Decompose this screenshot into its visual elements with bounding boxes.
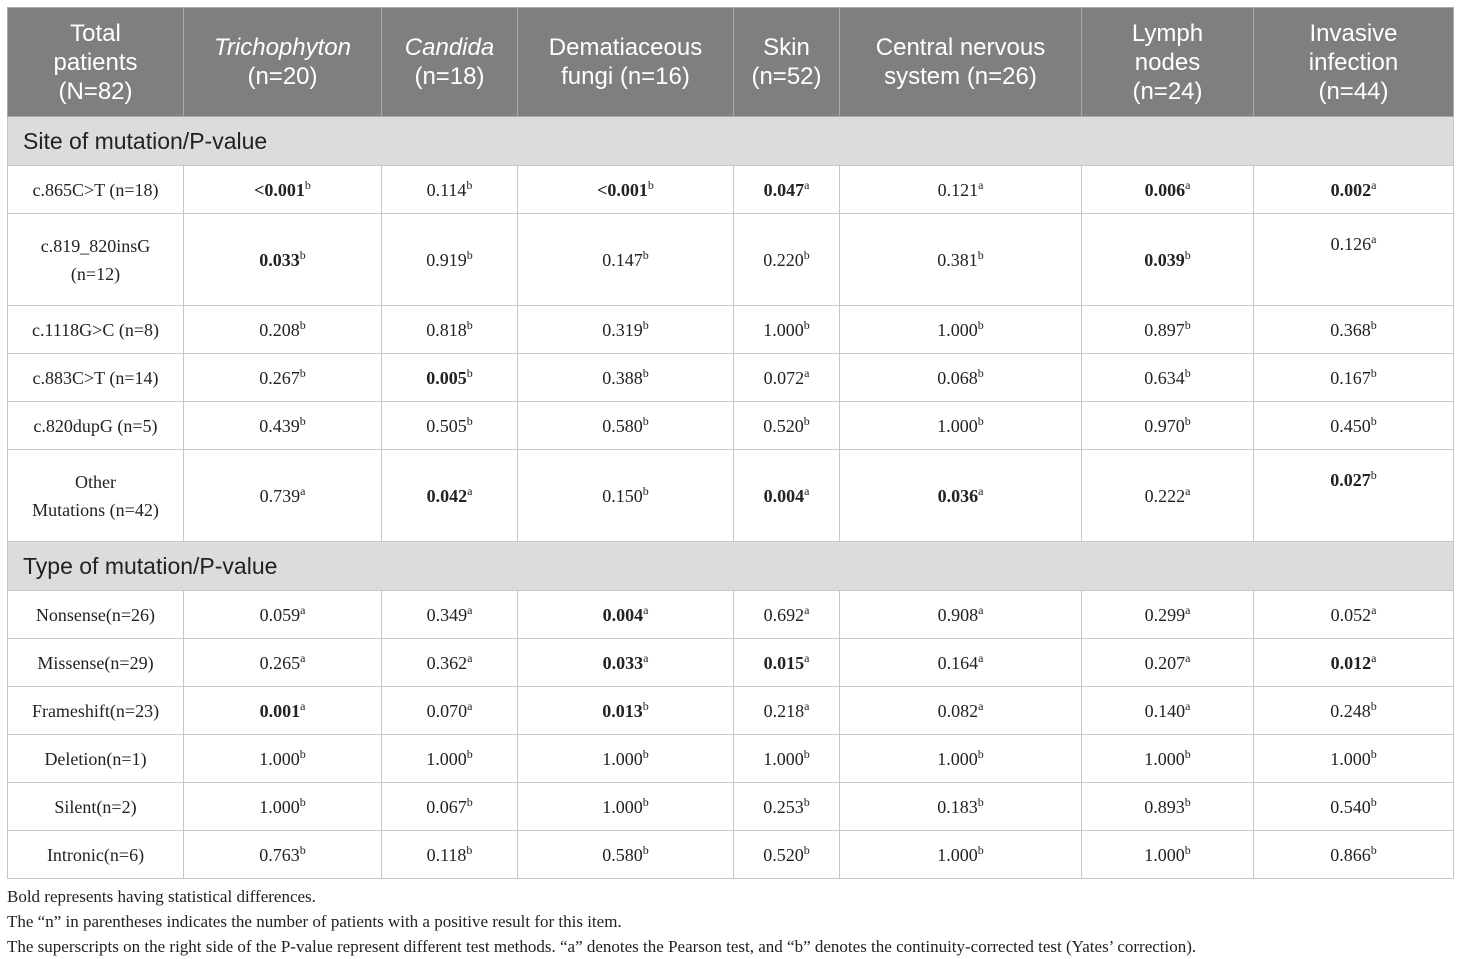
p-value: 0.006	[1144, 179, 1186, 200]
p-value-cell	[382, 831, 518, 879]
table-row	[8, 591, 1454, 639]
test-method-superscript: a	[467, 602, 473, 617]
p-value-cell	[382, 450, 518, 542]
p-value-cell	[734, 354, 840, 402]
table-row	[8, 306, 1454, 354]
header-trichophyton: Trichophyton (n=20)	[184, 8, 382, 117]
test-method-superscript: b	[299, 842, 306, 857]
p-value: 1.000	[602, 796, 643, 817]
test-method-superscript: b	[466, 413, 473, 428]
p-value: 0.001	[259, 700, 301, 721]
p-value: 0.253	[763, 796, 804, 817]
row-label: Frameshift(n=23)	[8, 687, 184, 735]
p-value-cell	[1254, 639, 1454, 687]
p-value-cell	[382, 214, 518, 306]
p-value: 0.033	[259, 249, 300, 270]
row-label: c.865C>T (n=18)	[8, 166, 184, 214]
p-value-cell	[840, 214, 1082, 306]
p-value: 0.763	[259, 844, 300, 865]
row-label: Intronic(n=6)	[8, 831, 184, 879]
p-value: 0.580	[602, 844, 643, 865]
p-value-cell	[1254, 214, 1454, 306]
p-value: 0.047	[763, 179, 805, 200]
p-value-cell	[734, 450, 840, 542]
section-header-row	[8, 542, 1454, 591]
header-dematiaceous-fungi: Dematiaceous fungi (n=16)	[518, 8, 734, 117]
test-method-superscript: b	[803, 746, 810, 761]
p-value-cell	[1082, 306, 1254, 354]
test-method-superscript: a	[1371, 602, 1377, 617]
test-method-superscript: a	[1185, 602, 1191, 617]
p-value-cell	[1082, 639, 1254, 687]
p-value-cell	[518, 306, 734, 354]
test-method-superscript: b	[803, 247, 810, 262]
p-value: 0.893	[1144, 796, 1185, 817]
header-skin: Skin (n=52)	[734, 8, 840, 117]
test-method-superscript: b	[803, 842, 810, 857]
test-method-superscript: b	[977, 413, 984, 428]
p-value-cell	[840, 639, 1082, 687]
test-method-superscript: b	[642, 794, 649, 809]
test-method-superscript: a	[804, 483, 810, 498]
footnote: The “n” in parentheses indicates the number of patients with a positive result for this item.	[7, 912, 622, 931]
table-row	[8, 354, 1454, 402]
p-value: 0.052	[1330, 604, 1372, 625]
p-value: 0.207	[1144, 652, 1186, 673]
p-value: 1.000	[259, 796, 300, 817]
p-value: 0.299	[1144, 604, 1186, 625]
p-value-cell	[734, 306, 840, 354]
p-value-cell	[840, 591, 1082, 639]
footnote: The superscripts on the right side of the P-value represent different test methods. “a” denotes the Pearson test, and “b” denotes the continuity-corrected test (Yates’ correction).	[7, 937, 1197, 956]
p-value: 0.068	[937, 367, 978, 388]
p-value: 0.520	[763, 844, 804, 865]
p-value-cell	[382, 687, 518, 735]
test-method-superscript: a	[467, 650, 473, 665]
p-value: 1.000	[937, 844, 978, 865]
test-method-superscript: b	[1184, 247, 1191, 262]
test-method-superscript: b	[466, 842, 473, 857]
test-method-superscript: b	[1184, 842, 1191, 857]
test-method-superscript: a	[804, 177, 810, 192]
test-method-superscript: b	[299, 317, 306, 332]
p-value: 0.818	[426, 319, 467, 340]
p-value-cell	[1254, 735, 1454, 783]
p-value: 0.167	[1330, 367, 1371, 388]
row-label: Nonsense(n=26)	[8, 591, 184, 639]
p-value-cell	[184, 402, 382, 450]
p-value-cell	[382, 783, 518, 831]
p-value: 0.439	[259, 415, 300, 436]
p-value: 0.027	[1330, 470, 1371, 490]
p-value: 0.121	[937, 179, 979, 200]
p-value-cell	[1082, 735, 1254, 783]
p-value: 0.147	[602, 249, 643, 270]
test-method-superscript: b	[1370, 317, 1377, 332]
p-value: 0.042	[426, 485, 468, 506]
p-value-cell	[1082, 402, 1254, 450]
p-value: 0.520	[763, 415, 804, 436]
test-method-superscript: b	[1184, 365, 1191, 380]
test-method-superscript: b	[1184, 317, 1191, 332]
test-method-superscript: a	[300, 650, 306, 665]
test-method-superscript: b	[1370, 468, 1377, 482]
p-value: 0.140	[1144, 700, 1186, 721]
test-method-superscript: a	[1371, 650, 1377, 665]
p-value-cell	[1082, 591, 1254, 639]
p-value: 0.150	[602, 485, 643, 506]
test-method-superscript: b	[803, 413, 810, 428]
p-value: <0.001	[254, 179, 305, 200]
test-method-superscript: b	[299, 365, 306, 380]
test-method-superscript: a	[300, 698, 306, 713]
p-value-cell	[518, 831, 734, 879]
test-method-superscript: a	[978, 483, 984, 498]
p-value-cell	[382, 306, 518, 354]
test-method-superscript: b	[1184, 794, 1191, 809]
table-row	[8, 687, 1454, 735]
test-method-superscript: b	[1370, 413, 1377, 428]
p-value: 1.000	[259, 748, 300, 769]
p-value-cell	[840, 831, 1082, 879]
p-value-cell	[518, 450, 734, 542]
p-value: 1.000	[1144, 844, 1185, 865]
test-method-superscript: b	[977, 365, 984, 380]
test-method-superscript: b	[642, 698, 649, 713]
p-value-cell	[184, 166, 382, 214]
test-method-superscript: b	[304, 177, 311, 192]
p-value: 0.033	[602, 652, 644, 673]
p-value: 0.012	[1330, 652, 1372, 673]
p-value-cell	[734, 735, 840, 783]
p-value-cell	[382, 591, 518, 639]
p-value-cell	[1254, 354, 1454, 402]
p-value: 0.059	[259, 604, 301, 625]
test-method-superscript: a	[978, 602, 984, 617]
test-method-superscript: a	[1185, 650, 1191, 665]
test-method-superscript: a	[300, 483, 306, 498]
test-method-superscript: b	[466, 317, 473, 332]
footnote: Bold represents having statistical differences.	[7, 887, 316, 906]
p-value: 0.002	[1330, 179, 1372, 200]
p-value: 0.004	[602, 604, 644, 625]
p-value: 0.265	[259, 652, 301, 673]
test-method-superscript: b	[647, 177, 654, 192]
p-value: 1.000	[426, 748, 467, 769]
p-value-cell	[1254, 166, 1454, 214]
p-value-cell	[840, 450, 1082, 542]
p-value-cell	[1082, 450, 1254, 542]
p-value: 0.692	[763, 604, 805, 625]
p-value: 0.013	[602, 700, 643, 721]
p-value: 0.067	[426, 796, 467, 817]
p-value: 0.208	[259, 319, 300, 340]
test-method-superscript: a	[1185, 698, 1191, 713]
p-value-cell	[734, 831, 840, 879]
p-value: 0.739	[259, 485, 301, 506]
test-method-superscript: b	[977, 746, 984, 761]
row-label: c.820dupG (n=5)	[8, 402, 184, 450]
p-value: 0.126	[1330, 234, 1372, 254]
p-value: 0.164	[937, 652, 979, 673]
test-method-superscript: b	[977, 842, 984, 857]
p-value: 0.319	[602, 319, 643, 340]
table-row	[8, 783, 1454, 831]
p-value: 0.362	[426, 652, 468, 673]
p-value: 0.267	[259, 367, 300, 388]
test-method-superscript: b	[1184, 413, 1191, 428]
test-method-superscript: b	[642, 317, 649, 332]
test-method-superscript: b	[642, 746, 649, 761]
test-method-superscript: b	[299, 794, 306, 809]
results-table	[7, 7, 1454, 879]
header-candida: Candida (n=18)	[382, 8, 518, 117]
p-value: 1.000	[937, 415, 978, 436]
p-value: 0.082	[937, 700, 979, 721]
p-value-cell	[184, 306, 382, 354]
table-row	[8, 735, 1454, 783]
p-value-cell	[734, 214, 840, 306]
test-method-superscript: b	[642, 413, 649, 428]
row-label: Silent(n=2)	[8, 783, 184, 831]
p-value-cell	[184, 450, 382, 542]
table-row	[8, 214, 1454, 306]
p-value-cell	[840, 166, 1082, 214]
table-row	[8, 831, 1454, 879]
section-title: Site of mutation/P-value	[8, 117, 1454, 166]
p-value-cell	[840, 783, 1082, 831]
test-method-superscript: b	[299, 247, 306, 262]
p-value: 0.866	[1330, 844, 1371, 865]
p-value: 0.005	[426, 367, 467, 388]
p-value: 0.908	[937, 604, 979, 625]
test-method-superscript: b	[299, 413, 306, 428]
p-value-cell	[518, 687, 734, 735]
p-value-cell	[734, 639, 840, 687]
test-method-superscript: a	[1185, 177, 1191, 192]
p-value: 0.381	[937, 249, 978, 270]
p-value-cell	[1082, 214, 1254, 306]
test-method-superscript: b	[803, 317, 810, 332]
p-value-cell	[518, 735, 734, 783]
test-method-superscript: a	[300, 602, 306, 617]
p-value: <0.001	[597, 179, 648, 200]
test-method-superscript: b	[1370, 794, 1377, 809]
p-value: 1.000	[937, 319, 978, 340]
p-value: 0.248	[1330, 700, 1371, 721]
test-method-superscript: b	[466, 746, 473, 761]
p-value-cell	[518, 166, 734, 214]
p-value-cell	[734, 402, 840, 450]
p-value-cell	[184, 214, 382, 306]
p-value-cell	[518, 783, 734, 831]
p-value-cell	[382, 166, 518, 214]
p-value-cell	[1254, 591, 1454, 639]
p-value: 1.000	[602, 748, 643, 769]
test-method-superscript: a	[804, 698, 810, 713]
p-value: 0.919	[426, 249, 467, 270]
p-value: 1.000	[763, 748, 804, 769]
p-value-cell	[734, 687, 840, 735]
p-value: 1.000	[937, 748, 978, 769]
test-method-superscript: b	[1370, 842, 1377, 857]
p-value-cell	[1254, 687, 1454, 735]
row-label: c.819_820insG (n=12)	[8, 214, 184, 306]
p-value: 0.114	[426, 179, 467, 200]
section-header-row	[8, 117, 1454, 166]
p-value: 0.222	[1144, 485, 1186, 506]
test-method-superscript: b	[1184, 746, 1191, 761]
p-value-cell	[184, 591, 382, 639]
header-total-patients: Total patients (N=82)	[8, 8, 184, 117]
test-method-superscript: b	[466, 177, 473, 192]
p-value-cell	[184, 639, 382, 687]
table-row	[8, 450, 1454, 542]
test-method-superscript: b	[1370, 698, 1377, 713]
p-value: 0.036	[937, 485, 979, 506]
p-value-cell	[1254, 450, 1454, 542]
footnotes	[7, 884, 1453, 959]
test-method-superscript: a	[1185, 483, 1191, 498]
table-row	[8, 639, 1454, 687]
test-method-superscript: b	[642, 483, 649, 498]
test-method-superscript: b	[642, 247, 649, 262]
p-value: 0.634	[1144, 367, 1185, 388]
p-value-cell	[518, 354, 734, 402]
test-method-superscript: b	[466, 365, 473, 380]
p-value: 0.970	[1144, 415, 1185, 436]
test-method-superscript: b	[466, 794, 473, 809]
p-value: 1.000	[1144, 748, 1185, 769]
row-label: Other Mutations (n=42)	[8, 450, 184, 542]
p-value-cell	[382, 639, 518, 687]
test-method-superscript: a	[1371, 232, 1377, 246]
p-value: 1.000	[1330, 748, 1371, 769]
p-value: 1.000	[763, 319, 804, 340]
section-title: Type of mutation/P-value	[8, 542, 1454, 591]
test-method-superscript: a	[467, 483, 473, 498]
p-value: 0.070	[426, 700, 468, 721]
p-value-cell	[840, 687, 1082, 735]
p-value-cell	[1082, 687, 1254, 735]
p-value: 0.039	[1144, 249, 1185, 270]
test-method-superscript: b	[642, 842, 649, 857]
p-value-cell	[840, 354, 1082, 402]
header-central-nervous-system: Central nervous system (n=26)	[840, 8, 1082, 117]
test-method-superscript: a	[978, 698, 984, 713]
p-value: 0.897	[1144, 319, 1185, 340]
p-value-cell	[1082, 783, 1254, 831]
p-value-cell	[1254, 783, 1454, 831]
test-method-superscript: b	[977, 317, 984, 332]
p-value-cell	[1082, 166, 1254, 214]
p-value: 0.004	[763, 485, 805, 506]
test-method-superscript: a	[643, 650, 649, 665]
test-method-superscript: a	[643, 602, 649, 617]
p-value: 0.015	[763, 652, 805, 673]
p-value-cell	[184, 735, 382, 783]
p-value: 0.349	[426, 604, 468, 625]
header-lymph-nodes: Lymph nodes (n=24)	[1082, 8, 1254, 117]
p-value-cell	[184, 783, 382, 831]
p-value-cell	[382, 354, 518, 402]
p-value-cell	[184, 354, 382, 402]
test-method-superscript: a	[804, 650, 810, 665]
test-method-superscript: a	[1371, 177, 1377, 192]
test-method-superscript: a	[978, 650, 984, 665]
test-method-superscript: a	[804, 365, 810, 380]
p-value-cell	[518, 402, 734, 450]
test-method-superscript: a	[467, 698, 473, 713]
test-method-superscript: b	[803, 794, 810, 809]
table-body	[8, 117, 1454, 879]
test-method-superscript: b	[1370, 365, 1377, 380]
test-method-superscript: b	[299, 746, 306, 761]
p-value: 0.505	[426, 415, 467, 436]
table-row	[8, 166, 1454, 214]
p-value: 0.183	[937, 796, 978, 817]
row-label: Missense(n=29)	[8, 639, 184, 687]
p-value-cell	[1254, 402, 1454, 450]
test-method-superscript: a	[804, 602, 810, 617]
test-method-superscript: b	[642, 365, 649, 380]
row-label: c.883C>T (n=14)	[8, 354, 184, 402]
test-method-superscript: a	[978, 177, 984, 192]
p-value: 0.580	[602, 415, 643, 436]
p-value-cell	[734, 783, 840, 831]
p-value-cell	[518, 591, 734, 639]
p-value-cell	[1082, 831, 1254, 879]
p-value-cell	[840, 306, 1082, 354]
row-label: Deletion(n=1)	[8, 735, 184, 783]
p-value-cell	[840, 735, 1082, 783]
p-value-cell	[382, 735, 518, 783]
p-value: 0.368	[1330, 319, 1371, 340]
p-value-cell	[518, 214, 734, 306]
p-value: 0.388	[602, 367, 643, 388]
table-container	[7, 7, 1453, 959]
p-value: 0.072	[763, 367, 805, 388]
p-value-cell	[1082, 354, 1254, 402]
p-value-cell	[382, 402, 518, 450]
p-value-cell	[184, 831, 382, 879]
test-method-superscript: b	[977, 247, 984, 262]
p-value-cell	[184, 687, 382, 735]
p-value-cell	[734, 591, 840, 639]
p-value: 0.218	[763, 700, 805, 721]
table-row	[8, 402, 1454, 450]
p-value-cell	[1254, 306, 1454, 354]
p-value: 0.540	[1330, 796, 1371, 817]
p-value: 0.450	[1330, 415, 1371, 436]
header-invasive-infection: Invasive infection (n=44)	[1254, 8, 1454, 117]
p-value-cell	[840, 402, 1082, 450]
header-row	[8, 8, 1454, 117]
test-method-superscript: b	[977, 794, 984, 809]
p-value-cell	[734, 166, 840, 214]
test-method-superscript: b	[1370, 746, 1377, 761]
p-value-cell	[1254, 831, 1454, 879]
p-value: 0.220	[763, 249, 804, 270]
test-method-superscript: b	[466, 247, 473, 262]
p-value: 0.118	[426, 844, 467, 865]
p-value-cell	[518, 639, 734, 687]
row-label: c.1118G>C (n=8)	[8, 306, 184, 354]
